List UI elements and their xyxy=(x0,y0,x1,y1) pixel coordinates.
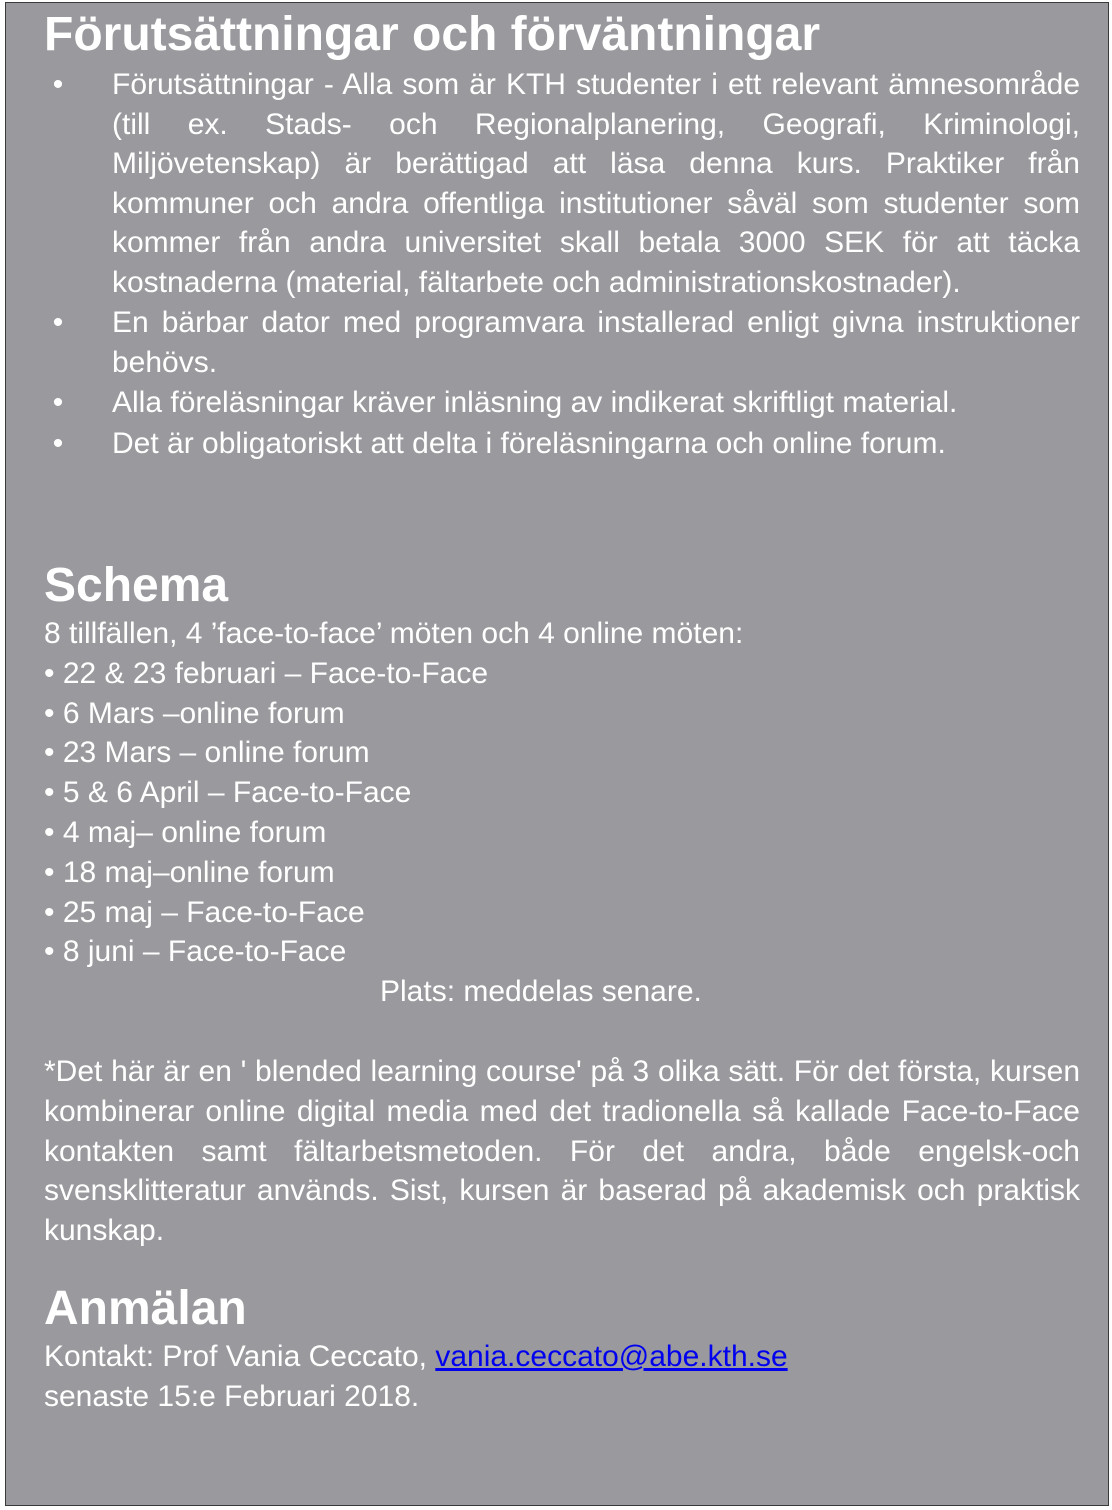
schedule-item: • 6 Mars –online forum xyxy=(44,696,345,730)
schedule-item: • 23 Mars – online forum xyxy=(44,736,370,770)
spacer xyxy=(44,1251,1080,1281)
prerequisites-list xyxy=(44,65,1080,463)
list-item-text: Alla föreläsningar kräver inläsning av indikerat skriftligt material. xyxy=(112,386,958,419)
registration-deadline: senaste 15:e Februari 2018. xyxy=(44,1379,420,1413)
bullet-icon: • xyxy=(52,426,64,460)
list-item xyxy=(44,383,1080,423)
spacer xyxy=(44,1012,1080,1052)
spacer xyxy=(44,464,1080,558)
bullet-icon: • xyxy=(52,386,64,419)
schedule-item: • 25 maj – Face-to-Face xyxy=(44,895,365,929)
schedule-item: • 22 & 23 februari – Face-to-Face xyxy=(44,656,489,690)
blended-learning-note: *Det här är en ' blended learning course' på 3 olika sätt. För det första, kursen kombinerar online digital media med det tradionella så kallade Face-to-Face kontakten samt fältarbetsmetoden. För det andra, både engelsk-och svensklitteratur används. Sist, kursen är baserad på akademisk och praktisk kunskap. xyxy=(44,1054,1080,1248)
bullet-icon: • xyxy=(52,68,64,101)
schedule-item: • 8 juni – Face-to-Face xyxy=(44,935,347,969)
section-title-registration: Anmälan xyxy=(44,1281,247,1335)
schedule-item: • 18 maj–online forum xyxy=(44,855,335,889)
bullet-icon: • xyxy=(52,306,64,339)
section-title-schedule: Schema xyxy=(44,559,229,612)
location-note: Plats: meddelas senare. xyxy=(380,975,702,1009)
contact-prefix: Kontakt: Prof Vania Ceccato, xyxy=(44,1339,436,1373)
list-item xyxy=(44,424,1080,464)
list-item-text: Det är obligatoriskt att delta i föreläsningarna och online forum. xyxy=(112,426,946,460)
contact-line xyxy=(44,1337,1080,1377)
section-title-prerequisites: Förutsättningar och förväntningar xyxy=(44,8,821,61)
list-item-text: Förutsättningar - Alla som är KTH studenter i ett relevant ämnesområde (till ex. Stads- och Regionalplanering, Geografi, Kriminologi, Miljövetenskap) är berättigad att läsa denna kurs. Praktiker från kommuner och andra offentliga institutioner såväl som studenter som kommer från andra universitet skall betala 3000 SEK för att täcka kostnaderna (material, fältarbete och administrationskostnader). xyxy=(112,68,1080,299)
list-item-text: En bärbar dator med programvara installerad enligt givna instruktioner behövs. xyxy=(112,306,1080,379)
schedule-item: • 4 maj– online forum xyxy=(44,815,327,849)
list-item xyxy=(44,65,1080,302)
course-info-panel xyxy=(5,2,1109,1506)
list-item xyxy=(44,303,1080,382)
schedule-intro: 8 tillfällen, 4 ’face-to-face’ möten och 4 online möten: xyxy=(44,617,744,650)
email-link[interactable]: vania.ceccato@abe.kth.se xyxy=(435,1339,788,1373)
schedule-item: • 5 & 6 April – Face-to-Face xyxy=(44,776,412,810)
